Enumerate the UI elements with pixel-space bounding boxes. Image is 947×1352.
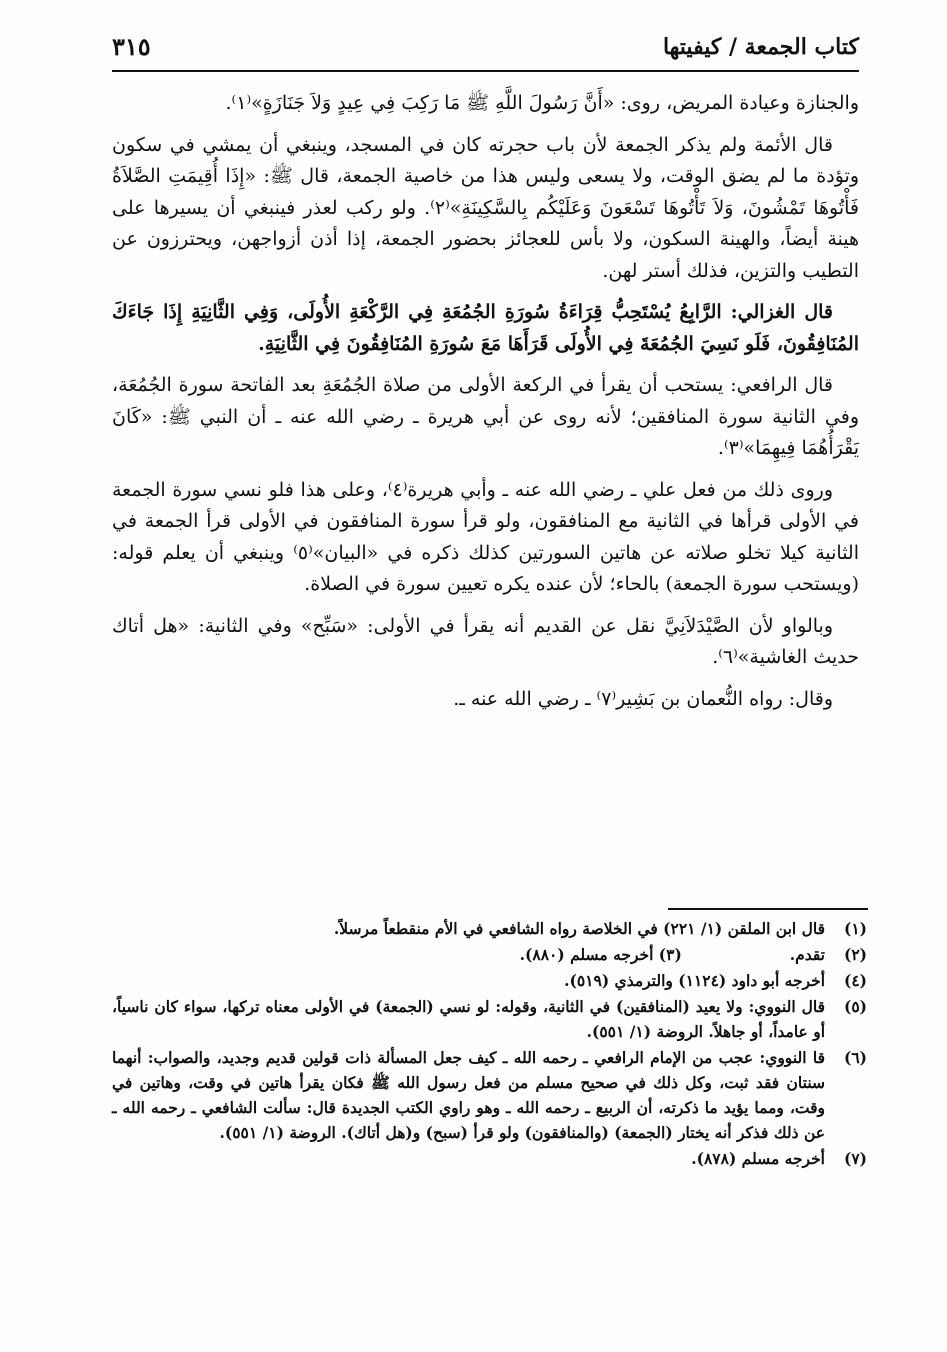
footnote-number: (٥) bbox=[843, 997, 867, 1016]
footnote bbox=[112, 942, 867, 967]
footnote-text: تقدم. (٣) أخرجه مسلم (٨٨٠). bbox=[519, 945, 825, 964]
footnote-number: (٢) bbox=[843, 945, 867, 964]
footnote-number: (٤) bbox=[843, 971, 867, 990]
footnote bbox=[112, 994, 867, 1044]
footnote-number: (١) bbox=[843, 919, 867, 938]
footnote-number: (٧) bbox=[843, 1149, 867, 1168]
footnote-text: قا النووي: عجب من الإمام الرافعي ـ رحمه الله ـ كيف جعل المسألة ذات قولين قديم وجديد، والصواب: أنهما سنتان فقد ثبت، وكل ذلك في صحيح مسلم من فعل رسول الله ﷺ فكان يقرأ هاتين في وقت، وهاتين في وقت، ومما يؤيد ما ذكرته، أن الربيع ـ رحمه الله ـ وهو راوي الكتب الجديدة قال: سألت الشافعي ـ رحمه الله ـ عن ذلك فذكر أنه يختار (الجمعة) (والمنافقون) ولو قرأ (سبح) و(هل أتاك). الروضة (١/ ٥٥١). bbox=[112, 1048, 825, 1142]
paragraph: قال الرافعي: يستحب أن يقرأ في الركعة الأولى من صلاة الجُمُعَةِ بعد الفاتحة سورة الجُمُعَة، وفي الثانية سورة المنافقين؛ لأنه روى عن أبي هريرة ـ رضي الله عنه ـ أن النبي ﷺ: «كَانَ يَقْرَأُهُمَا فِيهِمَا»⁽٣⁾. bbox=[112, 374, 859, 459]
paragraph: قال الأئمة ولم يذكر الجمعة لأن باب حجرته كان في المسجد، وينبغي أن يمشي في سكون وتؤدة ما لم يضق الوقت، ولا يسعى وليس هذا من خاصية الجمعة، قال ﷺ: «إِذَا أُقِيمَتِ الصَّلاَةُ فَأْتُوهَا تَمْشُونَ، وَلاَ تَأْتُوهَا تَسْعَونَ وَعَلَيْكُم بِالسَّكِينَةِ»⁽٢⁾. ولو ركب لعذر فينبغي أن يسيرها على هينة أيضاً، والهينة السكون، ولا بأس للعجائز بحضور الجمعة، إذا أذن أزواجهن، ويحترزون عن التطيب والتزين، فذلك أستر لهن. bbox=[112, 133, 859, 282]
paragraph: وروى ذلك من فعل علي ـ رضي الله عنه ـ وأبي هريرة⁽٤⁾، وعلى هذا فلو نسي سورة الجمعة في الأولى قرأها في الثانية مع المنافقون، ولو قرأ سورة المنافقون في الأولى قرأ الجمعة في الثانية كيلا تخلو صلاته عن هاتين السورتين كذلك ذكره في «البيان»⁽٥⁾ وينبغي أن يعلم قوله: (ويستحب سورة الجمعة) بالحاء؛ لأن عنده يكره تعيين سورة في الصلاة. bbox=[112, 478, 859, 595]
footnote-text: أخرجه مسلم (٨٧٨). bbox=[691, 1149, 825, 1168]
paragraph: والجنازة وعيادة المريض، روى: «أَنَّ رَسُولَ اللَّهِ ﷺ مَا رَكِبَ فِي عِيدٍ وَلاَ جَنَازَةٍ»⁽١⁾. bbox=[225, 92, 859, 114]
main-text bbox=[112, 88, 859, 725]
footnote-text: أخرجه أبو داود (١١٢٤) والترمذي (٥١٩). bbox=[564, 971, 825, 990]
footnotes bbox=[112, 916, 867, 1172]
footnote-number: (٦) bbox=[843, 1048, 867, 1067]
footnote-separator bbox=[668, 908, 868, 910]
paragraph: وبالواو لأن الصَّيْدَلاَنِيَّ نقل عن القديم أنه يقرأ في الأولى: «سَبِّح» وفي الثانية: «هل أتاك حديث الغاشية»⁽٦⁾. bbox=[112, 614, 859, 668]
footnote-text: قال النووي: ولا يعيد (المنافقين) في الثانية، وقوله: لو نسي (الجمعة) في الأولى معناه تركها، سواء كان ناسياً، أو عامداً، أو جاهلاً. الروضة (١/ ٥٥١). bbox=[112, 997, 825, 1041]
footnote bbox=[112, 968, 867, 993]
paragraph: وقال: رواه النُّعمان بن بَشِير⁽٧⁾ ـ رضي الله عنه ـ. bbox=[453, 687, 833, 710]
footnote bbox=[112, 1045, 867, 1145]
footnote bbox=[112, 916, 867, 941]
running-title: كتاب الجمعة / كيفيتها bbox=[662, 34, 859, 60]
paragraph-matn: قال الغزالي: الرَّابِعُ يُسْتَحِبُّ قِرَاءَةُ سُورَةِ الجُمُعَةِ فِي الرَّكْعَةِ الأُولَى، وَفِي الثَّانِيَةِ إِذَا جَاءَكَ المُنَافِقُونَ، فَلَو نَسِيَ الجُمُعَةَ فِي الأُولَى قَرَأَهَا مَعَ سُورَةِ المُنَافِقُونَ فِي الثَّانِيَةِ. bbox=[112, 301, 859, 355]
footnote-text: قال ابن الملقن (١/ ٢٢١) في الخلاصة رواه الشافعي في الأم منقطعاً مرسلاً. bbox=[333, 919, 825, 938]
page-number: ٣١٥ bbox=[112, 32, 151, 61]
page-header bbox=[112, 30, 859, 72]
footnote bbox=[112, 1146, 867, 1171]
